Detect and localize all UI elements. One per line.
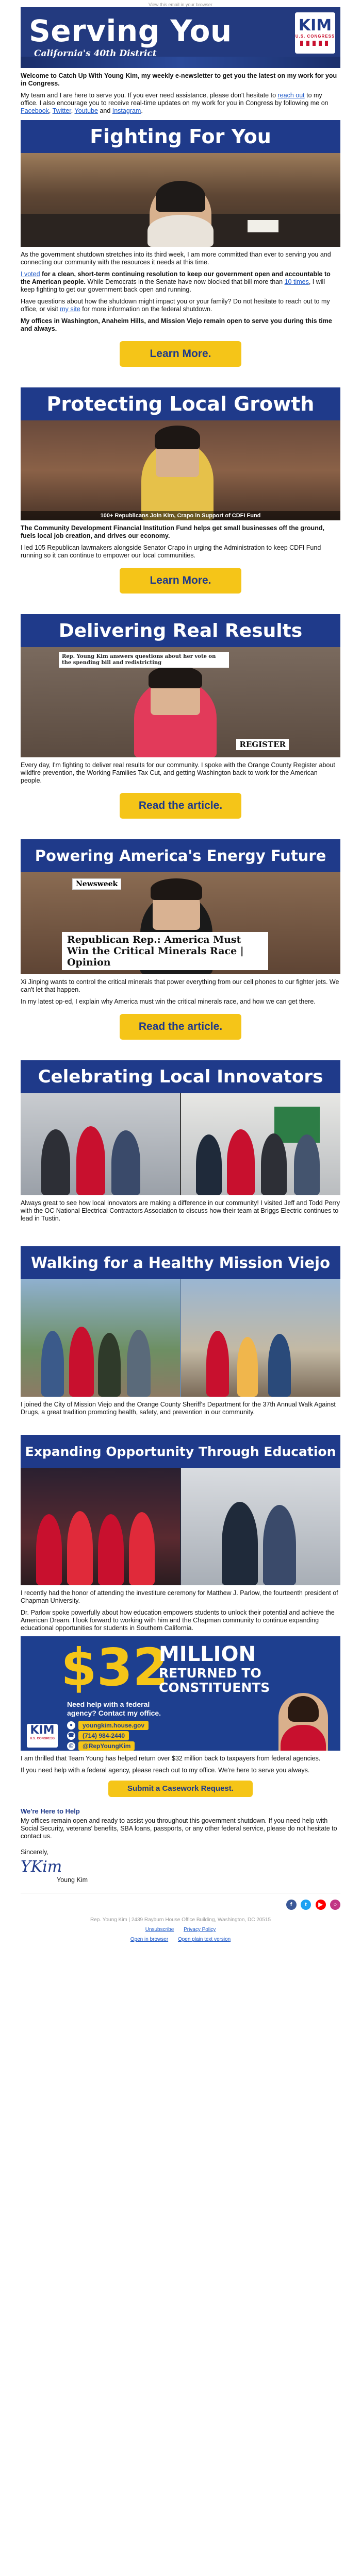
footer-links-2 <box>21 1937 340 1942</box>
banner-powering-energy-future: Powering America's Energy Future <box>21 839 340 872</box>
intro-welcome: Welcome to Catch Up With Young Kim, my weekly e-newsletter to get you the latest on my work for you in Congress. <box>21 72 337 87</box>
signature: YKim <box>21 1858 62 1876</box>
signoff <box>21 1849 340 1884</box>
innovators-p1: Always great to see how local innovators are making a difference in our community! I visited Jeff and Todd Perry with the OC National Electrical Contractors Association to discuss how their team at Briggs Electric continues to lead in Tustin. <box>21 1199 340 1222</box>
photo-walk-against-drugs <box>21 1279 340 1397</box>
promo-website: ● youngkim.house.gov <box>67 1721 149 1730</box>
instagram-link[interactable]: Instagram <box>112 107 141 114</box>
energy-p2: In my latest op-ed, I explain why America must win the critical minerals race, and how we can get there. <box>21 998 316 1005</box>
banner-delivering-real-results: Delivering Real Results <box>21 614 340 647</box>
photo-committee-hearing <box>21 153 340 247</box>
header-banner <box>21 7 340 68</box>
promo-need-help: Need help with a federal agency? Contact my office. <box>67 1700 161 1717</box>
shutdown-p3: Have questions about how the shutdown might impact you or your family? Do not hesitate to reach out to my office, or visit my site for more information on the federal shutdown. <box>21 298 330 313</box>
young-kim-portrait <box>278 1693 328 1751</box>
unsubscribe-link[interactable]: Unsubscribe <box>145 1927 174 1933</box>
photo-briggs-electric <box>21 1093 340 1195</box>
logo-name: KIM <box>298 16 332 35</box>
reach-out-link[interactable]: reach out <box>277 92 305 99</box>
facebook-link[interactable]: Facebook <box>21 107 49 114</box>
help-heading: We're Here to Help <box>21 1807 80 1815</box>
intro-reach-out: My team and I are here to serve you. If you ever need assistance, please don't hesitate to reach out to my office. I also encourage you to receive real-time updates on my work for you in Congress by following me on Facebook, Twitter, Youtube and Instagram. <box>21 92 329 114</box>
promo-million: MILLION <box>159 1642 256 1666</box>
newsletter-body <box>21 7 340 1942</box>
register-logo: REGISTER <box>236 739 289 750</box>
privacy-link[interactable]: Privacy Policy <box>184 1927 216 1933</box>
plain-text-link[interactable]: Open plain text version <box>177 1937 231 1942</box>
photo-cdfi-hearing <box>21 420 340 520</box>
banner-celebrating-innovators: Celebrating Local Innovators <box>21 1060 340 1093</box>
casework-promo-graphic <box>21 1636 340 1751</box>
facebook-icon[interactable]: f <box>286 1900 297 1910</box>
logo-sub: U.S. CONGRESS <box>295 34 335 39</box>
signoff-closing: Sincerely, <box>21 1849 48 1856</box>
photo-chapman-investiture <box>21 1468 340 1585</box>
my-site-link[interactable]: my site <box>60 306 80 313</box>
promo-phone: ☎ (714) 984-2440 <box>67 1731 129 1740</box>
promo-handle: @ @RepYoungKim <box>67 1741 135 1751</box>
banner-fighting-for-you: Fighting For You <box>21 120 340 153</box>
header-title: Serving You <box>29 13 232 48</box>
twitter-icon[interactable]: t <box>301 1900 311 1910</box>
growth-p1: The Community Development Financial Institution Fund helps get small businesses off the ground, fuels local job creation, and drives our economy. <box>21 524 324 539</box>
social-icons <box>21 1900 340 1910</box>
twitter-link[interactable]: Twitter <box>52 107 71 114</box>
read-article-newsweek-button[interactable]: Read the article. <box>120 1014 241 1040</box>
signoff-name: Young Kim <box>57 1876 88 1884</box>
casework-p1: I am thrilled that Team Young has helped return over $32 million back to taxpayers from federal agencies. <box>21 1755 321 1762</box>
promo-returned: RETURNED TO CONSTITUENTS <box>159 1666 270 1695</box>
education-p2: Dr. Parlow spoke powerfully about how education empowers students to unlock their potential and achieve the American Dream. I look forward to working with him and the Chapman community to continue expanding educational opportunities for students in Southern California. <box>21 1609 335 1632</box>
growth-p2: I led 105 Republican lawmakers alongside Senator Crapo in urging the Administration to keep CDFI Fund running so it can continue to empower our local communities. <box>21 544 321 559</box>
banner-protecting-local-growth: Protecting Local Growth <box>21 387 340 420</box>
shutdown-p2: I voted for a clean, short-term continuing resolution to keep our government open and accountable to the American people. While Democrats in the Senate have now blocked that bill more than 10 times, I will keep fighting to get our government back open and running. <box>21 270 331 293</box>
shutdown-p1: As the government shutdown stretches into its third week, I am more committed than ever to serving you and connecting our community with the resources it needs at this time. <box>21 251 331 266</box>
energy-p1: Xi Jinping wants to control the critical minerals that power everything from our cell phones to our fighter jets. We can't let that happen. <box>21 978 339 993</box>
read-article-register-button[interactable]: Read the article. <box>120 793 241 819</box>
education-p1: I recently had the honor of attending the investiture ceremony for Matthew J. Parlow, the fourteenth president of Chapman University. <box>21 1589 338 1604</box>
results-p1: Every day, I'm fighting to deliver real results for our community. I spoke with the Orange County Register about wildfire prevention, the Working Families Tax Cut, and getting Washington back to work for the American people. <box>21 761 335 784</box>
header-subtitle: California's 40th District <box>34 48 157 59</box>
article-card: Rep. Young Kim answers questions about her vote on the spending bill and redistricting <box>59 652 229 668</box>
view-in-browser-link[interactable]: View this email in your browser <box>149 2 212 7</box>
at-icon: @ <box>67 1742 75 1750</box>
footer-links-1 <box>21 1927 340 1933</box>
promo-kim-logo: KIM U.S. CONGRESS <box>27 1724 58 1748</box>
photo-caption: 100+ Republicans Join Kim, Crapo in Support of CDFI Fund <box>21 511 340 520</box>
photo-register-interview <box>21 647 340 757</box>
learn-more-growth-button[interactable]: Learn More. <box>120 568 241 594</box>
footer <box>21 1893 340 1942</box>
open-browser-link[interactable]: Open in browser <box>130 1937 169 1942</box>
casework-p2: If you need help with a federal agency, please reach out to my office. We're here to serve you always. <box>21 1767 310 1774</box>
globe-icon: ● <box>67 1721 75 1730</box>
shutdown-p4: My offices in Washington, Anaheim Hills, and Mission Viejo remain open to serve you during this time and always. <box>21 317 332 332</box>
newsweek-logo: Newsweek <box>72 878 121 890</box>
promo-amount: $32 <box>61 1637 169 1698</box>
phone-icon: ☎ <box>67 1732 75 1740</box>
learn-more-shutdown-button[interactable]: Learn More. <box>120 341 241 367</box>
banner-expanding-opportunity: Expanding Opportunity Through Education <box>21 1435 340 1468</box>
oped-headline: Republican Rep.: America Must Win the Critical Minerals Race | Opinion <box>62 932 268 970</box>
ten-times-link[interactable]: 10 times <box>284 278 309 285</box>
kim-logo <box>295 12 335 54</box>
walking-p1: I joined the City of Mission Viejo and the Orange County Sheriff's Department for the 37th Annual Walk Against Drugs, a great tradition promoting health, safety, and prevention in our community. <box>21 1401 336 1416</box>
photo-newsweek-oped <box>21 872 340 974</box>
youtube-icon[interactable]: ▶ <box>316 1900 326 1910</box>
footer-address: Rep. Young Kim | 2439 Rayburn House Office Building, Washington, DC 20515 <box>90 1917 271 1923</box>
flag-icon <box>300 41 330 46</box>
help-p1: My offices remain open and ready to assist you throughout this government shutdown. If you need help with Social Security, veterans' benefits, SBA loans, passports, or any other federal service, please do not hesitate to contact us. <box>21 1817 337 1840</box>
banner-walking-mission-viejo: Walking for a Healthy Mission Viejo <box>21 1246 340 1279</box>
youtube-link[interactable]: Youtube <box>74 107 98 114</box>
submit-casework-button[interactable]: Submit a Casework Request. <box>108 1781 253 1797</box>
instagram-icon[interactable]: ○ <box>330 1900 340 1910</box>
voted-link[interactable]: I voted <box>21 270 40 278</box>
